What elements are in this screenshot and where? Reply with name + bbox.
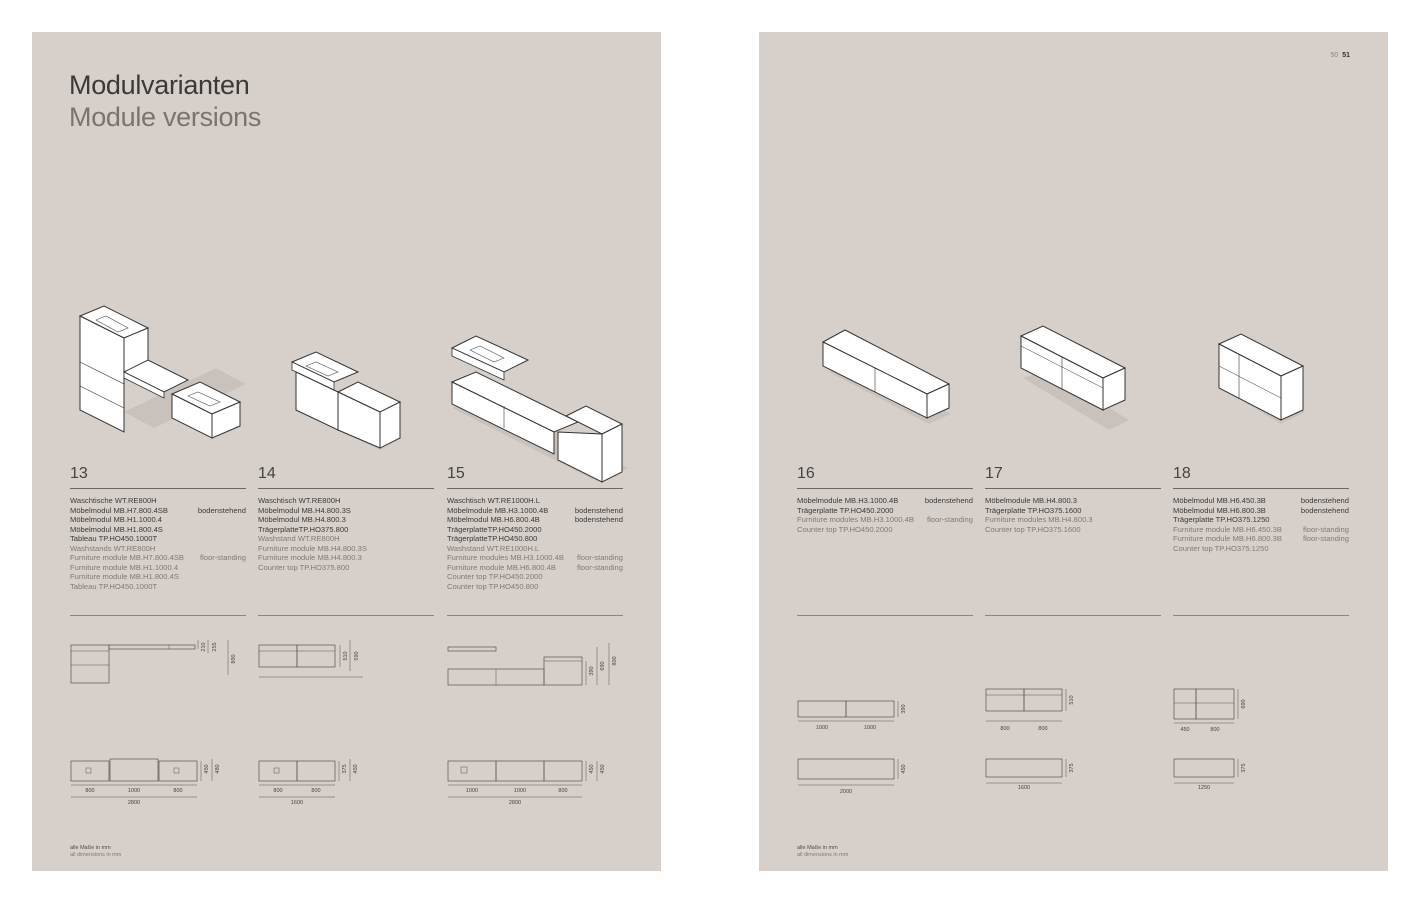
description-line xyxy=(258,496,434,506)
module-number: 15 xyxy=(447,465,465,482)
dim-label: 800 xyxy=(1038,726,1048,732)
module-number: 18 xyxy=(1173,465,1191,482)
placement-qualifier: bodenstehend xyxy=(1300,496,1349,505)
product-code-text: Tableau TP.HO450.1000T xyxy=(70,581,158,591)
plan-view-drawing xyxy=(1173,757,1349,802)
description-line xyxy=(258,525,434,535)
description-line xyxy=(1173,506,1349,516)
divider xyxy=(447,615,623,616)
description-line xyxy=(985,525,1161,535)
description-line xyxy=(258,553,434,563)
dim-label: 1250 xyxy=(1197,785,1211,791)
description-line xyxy=(447,582,623,592)
dim-label: 800 xyxy=(1210,727,1220,733)
product-code-text: Trägerplatte TP.HO450.2000 xyxy=(797,505,894,515)
product-code-text: Waschtisch WT.RE800H xyxy=(258,496,341,505)
dim-label: 375 xyxy=(342,764,348,774)
plan-view-drawing xyxy=(70,757,246,812)
front-elevation-drawing xyxy=(258,635,434,685)
dim-label: 450 xyxy=(589,764,595,774)
description-line xyxy=(447,496,623,506)
description-line xyxy=(70,525,246,535)
footnote-de: alle Maße in mm xyxy=(70,845,111,851)
description-line xyxy=(985,506,1161,516)
divider xyxy=(797,615,973,616)
product-code-text: Möbelmodul MB.H4.800.3S xyxy=(258,505,351,515)
description-line xyxy=(447,563,623,573)
description-line xyxy=(797,525,973,535)
product-code-text: Furniture module MB.H4.800.3S xyxy=(258,543,367,553)
dim-label: 450 xyxy=(204,764,210,774)
product-code-text: Waschtische WT.RE800H xyxy=(70,496,157,505)
module-16-illustration xyxy=(819,328,951,428)
product-code-text: TrägerplatteTP.HO450.2000 xyxy=(447,524,542,534)
dim-label: 2800 xyxy=(508,800,522,806)
module-14-illustration xyxy=(290,350,402,450)
product-code-text: Möbelmodul MB.H1.1000.4 xyxy=(70,515,163,524)
page-right xyxy=(759,32,1388,871)
dim-label: 2000 xyxy=(839,789,853,795)
dim-label: 1600 xyxy=(290,800,304,806)
product-code-text: Furniture module MB.H1.800.4S xyxy=(70,572,179,581)
placement-qualifier: bodenstehend xyxy=(924,496,973,505)
page-number-right: 51 xyxy=(1342,52,1350,59)
placement-qualifier: bodenstehend xyxy=(197,505,246,515)
divider xyxy=(1173,488,1349,489)
dim-label: 450 xyxy=(600,764,606,774)
dim-label: 590 xyxy=(354,651,360,661)
module-13-illustration xyxy=(76,302,246,442)
dim-label: 690 xyxy=(1241,699,1247,709)
module-description xyxy=(1173,496,1349,553)
product-code-text: Counter top TP.HO450.2000 xyxy=(797,524,893,534)
dim-label: 1000 xyxy=(465,788,479,794)
description-line xyxy=(447,544,623,554)
product-code-text: Waschtisch WT.RE1000H.L xyxy=(447,496,540,505)
description-line xyxy=(258,515,434,525)
footnote-de: alle Maße in mm xyxy=(797,845,838,851)
placement-qualifier: floor-standing xyxy=(576,562,623,572)
description-line xyxy=(1173,544,1349,554)
description-line xyxy=(258,563,434,573)
module-description xyxy=(258,496,434,572)
footnote-en: all dimensions in mm xyxy=(797,852,849,858)
placement-qualifier: bodenstehend xyxy=(574,505,623,515)
module-18-illustration xyxy=(1217,332,1307,432)
placement-qualifier: floor-standing xyxy=(1302,524,1349,534)
divider xyxy=(985,488,1161,489)
product-code-text: Möbelmodule MB.H3.1000.4B xyxy=(797,496,899,505)
placement-qualifier: floor-standing xyxy=(576,553,623,562)
front-elevation-drawing xyxy=(70,635,246,685)
placement-qualifier: bodenstehend xyxy=(1300,505,1349,515)
dim-label: 255 xyxy=(212,642,218,652)
description-line xyxy=(447,553,623,563)
footnote-en: all dimensions in mm xyxy=(70,852,122,858)
product-code-text: Washstands WT.RE800H xyxy=(70,543,156,553)
plan-view-drawing xyxy=(797,757,973,802)
footnote xyxy=(70,845,121,859)
plan-view-drawing xyxy=(447,757,623,812)
product-code-text: TrägerplatteTP.HO450.800 xyxy=(447,534,538,543)
description-line xyxy=(447,572,623,582)
dim-label: 800 xyxy=(558,788,568,794)
module-number: 16 xyxy=(797,465,815,482)
plan-view-drawing xyxy=(985,757,1161,802)
plan-view-drawing xyxy=(258,757,434,812)
product-code-text: Counter top TP.HO450.2000 xyxy=(447,572,543,581)
description-line xyxy=(985,496,1161,506)
divider xyxy=(70,488,246,489)
dim-label: 210 xyxy=(201,642,207,652)
module-description xyxy=(70,496,246,591)
module-17-illustration xyxy=(1019,324,1129,436)
front-elevation-drawing xyxy=(447,635,623,685)
divider xyxy=(797,488,973,489)
product-code-text: Counter top TP.HO375.1600 xyxy=(985,524,1081,534)
description-line xyxy=(447,525,623,535)
dim-label: 390 xyxy=(589,666,595,676)
divider xyxy=(447,488,623,489)
product-code-text: Möbelmodule MB.H4.800.3 xyxy=(985,496,1078,505)
product-code-text: Furniture module MB.H6.800.4B xyxy=(447,562,556,572)
description-line xyxy=(70,534,246,544)
module-description xyxy=(797,496,973,534)
placement-qualifier: floor-standing xyxy=(199,553,246,562)
product-code-text: Tableau TP.HO450.1000T xyxy=(70,534,158,543)
placement-qualifier: bodenstehend xyxy=(574,515,623,524)
product-code-text: Furniture module MB.H4.800.3 xyxy=(258,553,362,562)
dim-label: 1000 xyxy=(815,725,829,731)
description-line xyxy=(447,534,623,544)
description-line xyxy=(797,506,973,516)
description-line xyxy=(70,563,246,573)
product-code-text: Furniture modules MB.H3.1000.4B xyxy=(797,515,914,524)
divider xyxy=(1173,615,1349,616)
page-title-de: Modulvarianten xyxy=(69,70,250,100)
dim-label: 375 xyxy=(1069,763,1075,773)
dim-label: 800 xyxy=(273,788,283,794)
divider xyxy=(258,488,434,489)
product-code-text: Furniture module MB.H6.450.3B xyxy=(1173,524,1282,534)
product-code-text: Furniture module MB.H7.800.4SB xyxy=(70,553,184,562)
divider xyxy=(985,615,1161,616)
placement-qualifier: floor-standing xyxy=(926,515,973,524)
dim-label: 390 xyxy=(901,704,907,714)
description-line xyxy=(70,572,246,582)
dim-label: 450 xyxy=(1180,727,1190,733)
dim-label: 800 xyxy=(311,788,321,794)
dim-label: 480 xyxy=(215,764,221,774)
module-number: 17 xyxy=(985,465,1003,482)
placement-qualifier: floor-standing xyxy=(1302,534,1349,543)
module-description xyxy=(985,496,1161,534)
product-code-text: Furniture module MB.H1.1000.4 xyxy=(70,562,179,572)
dim-label: 450 xyxy=(353,764,359,774)
front-elevation-drawing xyxy=(985,685,1161,735)
dim-label: 1000 xyxy=(513,788,527,794)
description-line xyxy=(797,515,973,525)
description-line xyxy=(258,544,434,554)
dim-label: 2800 xyxy=(127,800,141,806)
description-line xyxy=(258,506,434,516)
footnote xyxy=(797,845,848,859)
product-code-text: Furniture module MB.H6.800.3B xyxy=(1173,534,1282,543)
product-code-text: Trägerplatte TP.HO375.1600 xyxy=(985,505,1082,515)
product-code-text: Counter top TP.HO450.800 xyxy=(447,581,539,591)
front-elevation-drawing xyxy=(797,697,973,737)
description-line xyxy=(447,506,623,516)
description-line xyxy=(797,496,973,506)
product-code-text: Washstand WT.RE1000H.L xyxy=(447,543,540,553)
description-line xyxy=(70,582,246,592)
dim-label: 1000 xyxy=(863,725,877,731)
divider xyxy=(258,615,434,616)
description-line xyxy=(70,496,246,506)
product-code-text: TrägerplatteTP.HO375.800 xyxy=(258,524,349,534)
dim-label: 375 xyxy=(1241,763,1247,773)
product-code-text: Möbelmodul MB.H1.800.4S xyxy=(70,524,163,534)
description-line xyxy=(1173,534,1349,544)
divider xyxy=(70,615,246,616)
dim-label: 1600 xyxy=(1017,785,1031,791)
description-line xyxy=(447,515,623,525)
product-code-text: Möbelmodul MB.H6.800.4B xyxy=(447,515,540,524)
description-line xyxy=(1173,496,1349,506)
dim-label: 510 xyxy=(1069,695,1075,705)
product-code-text: Furniture modules MB.H4.800.3 xyxy=(985,515,1093,524)
module-number: 13 xyxy=(70,465,88,482)
product-code-text: Möbelmodul MB.H7.800.4SB xyxy=(70,505,168,515)
front-elevation-drawing xyxy=(1173,685,1349,735)
product-code-text: Möbelmodul MB.H6.800.3B xyxy=(1173,505,1266,515)
description-line xyxy=(70,553,246,563)
page-numbers xyxy=(1330,52,1350,59)
product-code-text: Washstand WT.RE800H xyxy=(258,534,340,543)
description-line xyxy=(70,506,246,516)
description-line xyxy=(70,544,246,554)
description-line xyxy=(1173,525,1349,535)
dim-label: 450 xyxy=(901,764,907,774)
description-line xyxy=(258,534,434,544)
description-line xyxy=(985,515,1161,525)
module-number: 14 xyxy=(258,465,276,482)
page-left xyxy=(32,32,661,871)
module-description xyxy=(447,496,623,591)
description-line xyxy=(70,515,246,525)
product-code-text: Counter top TP.HO375.1250 xyxy=(1173,543,1269,553)
dim-label: 690 xyxy=(600,661,606,671)
dim-label: 890 xyxy=(231,654,237,664)
dim-label: 800 xyxy=(173,788,183,794)
dim-label: 800 xyxy=(612,656,618,666)
page-title-en: Module versions xyxy=(69,102,262,132)
module-15-illustration xyxy=(448,332,628,487)
product-code-text: Furniture modules MB.H3.1000.4B xyxy=(447,553,564,562)
product-code-text: Counter top TP.HO375.800 xyxy=(258,562,350,572)
product-code-text: Möbelmodul MB.H6.450.3B xyxy=(1173,496,1266,505)
dim-label: 800 xyxy=(85,788,95,794)
product-code-text: Möbelmodul MB.H4.800.3 xyxy=(258,515,346,524)
description-line xyxy=(1173,515,1349,525)
dim-label: 800 xyxy=(1000,726,1010,732)
dim-label: 1000 xyxy=(127,788,141,794)
dim-label: 510 xyxy=(343,651,349,661)
product-code-text: Möbelmodule MB.H3.1000.4B xyxy=(447,505,549,515)
product-code-text: Trägerplatte TP.HO375.1250 xyxy=(1173,515,1270,524)
page-number-left: 50 xyxy=(1330,52,1339,59)
